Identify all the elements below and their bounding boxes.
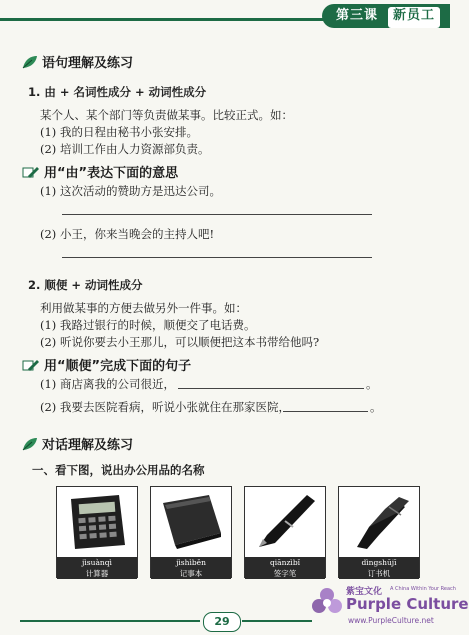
flower-logo-icon [310, 586, 344, 620]
answer-line[interactable] [178, 388, 364, 389]
picture-card-calculator [56, 486, 138, 578]
logo-chinese: 紫宝文化 [346, 587, 383, 597]
exercise-item: (1) 这次活动的赞助方是迅达公司。 [40, 184, 221, 198]
example-sentence: (1) 我路过银行的时候，顺便交了电话费。 [40, 318, 256, 332]
grammar-explain-1: 某个人、某个部门等负责做某事。比较正式。如： [40, 108, 293, 122]
pinyin-label: jìsuànqì [57, 557, 137, 568]
exercise-heading-text: 用“顺便”完成下面的句子 [44, 359, 192, 374]
logo-name: Purple Culture [346, 595, 469, 613]
section-heading-2 [22, 434, 133, 453]
leaf-icon [22, 437, 38, 451]
grammar-explain-2: 利用做某事的方便去做另外一件事。如： [40, 301, 247, 315]
exercise-heading-1 [22, 162, 178, 181]
answer-line[interactable] [62, 257, 372, 258]
item-name-label: 记事本 [151, 568, 231, 579]
sentence-end: 。 [366, 377, 378, 391]
item-name-label: 签字笔 [245, 568, 325, 579]
grammar-point-2: 2. 顺便 + 动词性成分 [28, 278, 143, 292]
item-name-label: 订书机 [339, 568, 419, 579]
stapler-icon [339, 487, 419, 553]
picture-card-pen [244, 486, 326, 578]
example-sentence: (2) 培训工作由人力资源部负责。 [40, 142, 210, 156]
pencil-icon [22, 165, 40, 179]
task-title: 一、看下图，说出办公用品的名称 [32, 463, 205, 477]
footer-rule-left [20, 620, 200, 622]
page-number: 29 [203, 612, 241, 632]
picture-card-stapler [338, 486, 420, 578]
section-heading-text: 语句理解及练习 [42, 56, 134, 71]
pinyin-label: dìngshūjī [339, 557, 419, 568]
pen-icon [245, 487, 325, 553]
exercise-heading-text: 用“由”表达下面的意思 [44, 166, 179, 181]
exercise-item: (1) 商店离我的公司很近， [40, 377, 175, 391]
section-heading-text: 对话理解及练习 [42, 438, 134, 453]
pinyin-label: qiānzìbǐ [245, 557, 325, 568]
lesson-title: 新员工 [388, 7, 440, 28]
purple-culture-watermark [310, 584, 469, 634]
footer-rule-right [242, 620, 312, 622]
logo-url[interactable]: www.PurpleCulture.net [348, 616, 434, 625]
grammar-point-1: 1. 由 + 名词性成分 + 动词性成分 [28, 85, 207, 99]
logo-slogan: A China Within Your Reach [390, 586, 456, 592]
picture-card-notebook [150, 486, 232, 578]
exercise-item: (2) 小王，你来当晚会的主持人吧! [40, 227, 215, 241]
pinyin-label: jìshìběn [151, 557, 231, 568]
pencil-icon [22, 358, 40, 372]
exercise-heading-2 [22, 355, 191, 374]
answer-line[interactable] [283, 411, 368, 412]
item-name-label: 计算器 [57, 568, 137, 579]
lesson-number: 第三课 [335, 8, 378, 23]
calculator-icon [57, 487, 137, 553]
notebook-icon [151, 487, 231, 553]
example-sentence: (1) 我的日程由秘书小张安排。 [40, 125, 198, 139]
exercise-item: (2) 我要去医院看病，听说小张就住在那家医院， [40, 400, 290, 414]
example-sentence: (2) 听说你要去小王那儿，可以顺便把这本书带给他吗? [40, 335, 320, 349]
lesson-tab [322, 4, 450, 28]
leaf-icon [22, 55, 38, 69]
answer-line[interactable] [62, 214, 372, 215]
section-heading-1 [22, 52, 133, 71]
sentence-end: 。 [370, 400, 382, 414]
